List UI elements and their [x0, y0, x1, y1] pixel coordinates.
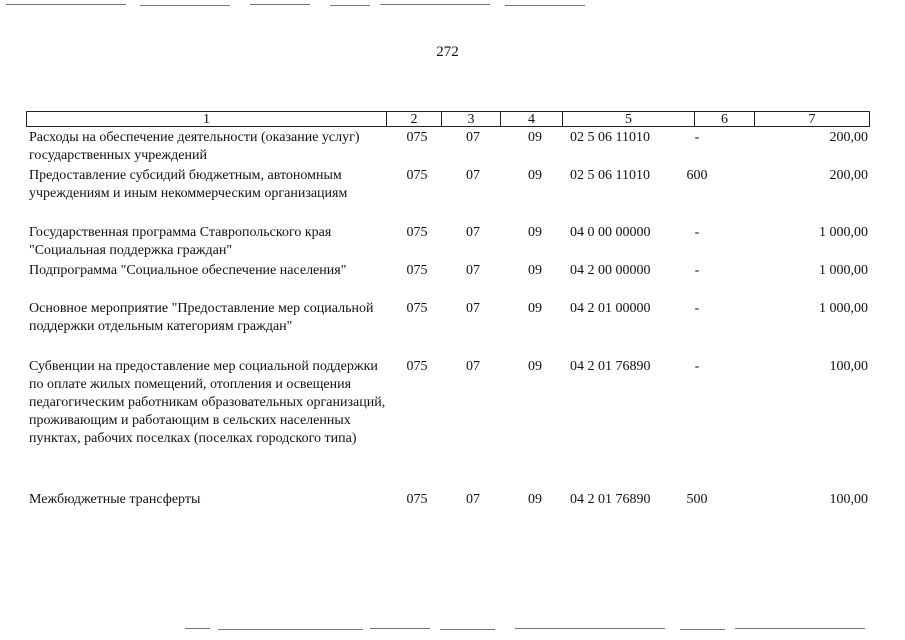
row-subsection-code: 09	[528, 168, 542, 183]
row-target-code: 04 2 01 76890	[570, 492, 651, 507]
row-ministry-code: 075	[406, 301, 428, 316]
row-subsection-code: 09	[528, 359, 542, 374]
column-header-6: 6	[694, 112, 754, 126]
row-target-code: 04 2 01 76890	[570, 359, 651, 374]
row-ministry-code: 075	[406, 359, 428, 374]
row-expense-type: -	[694, 130, 700, 145]
row-ministry-code: 075	[406, 130, 428, 145]
row-name: Субвенции на предоставление мер социальной поддержки по оплате жилых помещений, отопления и освещения педагогическим работникам образовательных организаций, проживающим и работающим в сельских населенных пунктах, рабочих поселках (поселках городского типа)	[29, 359, 386, 446]
row-expense-type: -	[694, 301, 700, 316]
column-header-1: 1	[203, 112, 210, 127]
row-expense-type: 600	[686, 168, 708, 183]
row-subsection-code: 09	[528, 492, 542, 507]
row-name: Предоставление субсидий бюджетным, автономным учреждениям и иным некоммерческим организациям	[29, 168, 348, 201]
row-subsection-code: 09	[528, 301, 542, 316]
scan-edge-bottom	[0, 626, 905, 632]
row-ministry-code: 075	[406, 168, 428, 183]
column-header-5: 5	[562, 112, 694, 126]
row-section-code: 07	[466, 359, 480, 374]
row-amount: 200,00	[829, 130, 868, 145]
row-target-code: 04 2 01 00000	[570, 301, 651, 316]
row-name: Государственная программа Ставропольского края "Социальная поддержка граждан"	[29, 225, 332, 258]
row-name: Подпрограмма "Социальное обеспечение населения"	[29, 263, 347, 278]
row-subsection-code: 09	[528, 263, 542, 278]
row-amount: 100,00	[829, 492, 868, 507]
row-target-code: 02 5 06 11010	[570, 168, 650, 183]
row-target-code: 02 5 06 11010	[570, 130, 650, 145]
row-expense-type: 500	[686, 492, 708, 507]
row-expense-type: -	[694, 359, 700, 374]
row-subsection-code: 09	[528, 130, 542, 145]
row-amount: 100,00	[829, 359, 868, 374]
row-section-code: 07	[466, 130, 480, 145]
column-header-4: 4	[500, 112, 562, 126]
column-header-7: 7	[754, 112, 869, 126]
row-section-code: 07	[466, 301, 480, 316]
row-ministry-code: 075	[406, 263, 428, 278]
column-header-2: 2	[386, 112, 441, 126]
row-subsection-code: 09	[528, 225, 542, 240]
row-ministry-code: 075	[406, 492, 428, 507]
row-target-code: 04 2 00 00000	[570, 263, 651, 278]
row-amount: 1 000,00	[819, 263, 868, 278]
column-header-3: 3	[441, 112, 500, 126]
row-section-code: 07	[466, 225, 480, 240]
row-expense-type: -	[694, 263, 700, 278]
page-number: 272	[436, 44, 459, 60]
row-name: Основное мероприятие "Предоставление мер социальной поддержки отдельным категориям граждан"	[29, 301, 374, 334]
row-name: Расходы на обеспечение деятельности (оказание услуг) государственных учреждений	[29, 130, 360, 163]
table-header-row	[26, 111, 870, 127]
row-name: Межбюджетные трансферты	[29, 492, 201, 507]
row-target-code: 04 0 00 00000	[570, 225, 651, 240]
scan-edge-top	[0, 2, 905, 8]
row-amount: 1 000,00	[819, 225, 868, 240]
row-amount: 200,00	[829, 168, 868, 183]
row-section-code: 07	[466, 168, 480, 183]
row-expense-type: -	[694, 225, 700, 240]
row-section-code: 07	[466, 263, 480, 278]
row-ministry-code: 075	[406, 225, 428, 240]
row-section-code: 07	[466, 492, 480, 507]
row-amount: 1 000,00	[819, 301, 868, 316]
